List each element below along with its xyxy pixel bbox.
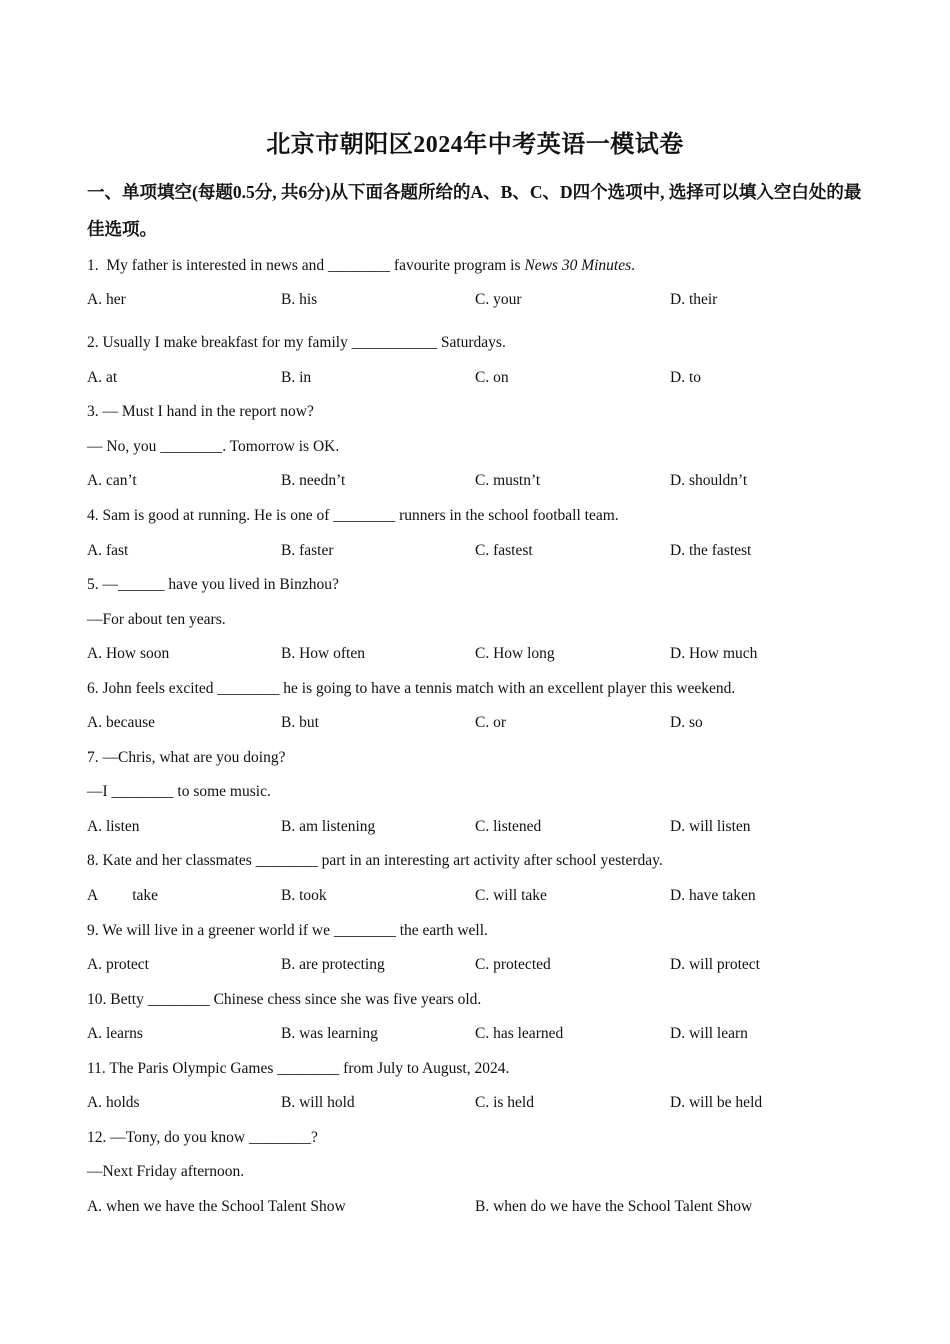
option-b[interactable]: B. his bbox=[281, 291, 318, 308]
option-c[interactable]: C. listened bbox=[475, 818, 542, 835]
option-d[interactable]: D. will protect bbox=[670, 956, 760, 973]
question-3-options bbox=[87, 472, 867, 492]
option-b[interactable]: B. am listening bbox=[281, 818, 376, 835]
option-b[interactable]: B. when do we have the School Talent Show bbox=[475, 1198, 753, 1215]
option-b[interactable]: B. How often bbox=[281, 645, 365, 662]
option-d[interactable]: D. their bbox=[670, 291, 718, 308]
question-1-italic-title: News 30 Minutes bbox=[524, 257, 632, 274]
option-b[interactable]: B. in bbox=[281, 369, 312, 386]
option-a[interactable]: A. How soon bbox=[87, 645, 170, 662]
option-c[interactable]: C. How long bbox=[475, 645, 555, 662]
option-c[interactable]: C. fastest bbox=[475, 542, 533, 559]
option-a[interactable]: A. can’t bbox=[87, 472, 137, 489]
question-7-options bbox=[87, 818, 867, 838]
option-a[interactable]: A. holds bbox=[87, 1094, 140, 1111]
option-b[interactable]: B. faster bbox=[281, 542, 334, 559]
page-title: 北京市朝阳区2024年中考英语一模试卷 bbox=[266, 132, 684, 158]
option-c[interactable]: C. is held bbox=[475, 1094, 534, 1111]
question-1-end: . bbox=[631, 257, 636, 274]
option-a[interactable]: A. protect bbox=[87, 956, 149, 973]
question-12-stem: 12. —Tony, do you know ________? bbox=[87, 1129, 318, 1146]
question-2-options bbox=[87, 369, 867, 389]
option-a[interactable]: A. listen bbox=[87, 818, 140, 835]
option-a[interactable]: A. fast bbox=[87, 542, 129, 559]
option-a[interactable]: A. learns bbox=[87, 1025, 143, 1042]
question-6-stem: 6. John feels excited ________ he is going to have a tennis match with an excellent player this weekend. bbox=[87, 680, 736, 697]
question-11-stem: 11. The Paris Olympic Games ________ from July to August, 2024. bbox=[87, 1060, 510, 1077]
option-d[interactable]: D. so bbox=[670, 714, 703, 731]
question-4-stem: 4. Sam is good at running. He is one of ________ runners in the school football team. bbox=[87, 507, 619, 524]
question-2-stem: 2. Usually I make breakfast for my family ___________ Saturdays. bbox=[87, 334, 506, 351]
question-12-options bbox=[87, 1198, 867, 1218]
question-3-reply: — No, you ________. Tomorrow is OK. bbox=[87, 438, 340, 455]
question-10-options bbox=[87, 1025, 867, 1045]
option-c[interactable]: C. will take bbox=[475, 887, 547, 904]
question-10-stem: 10. Betty ________ Chinese chess since she was five years old. bbox=[87, 991, 482, 1008]
option-d[interactable]: D. the fastest bbox=[670, 542, 752, 559]
option-b[interactable]: B. will hold bbox=[281, 1094, 355, 1111]
option-b[interactable]: B. took bbox=[281, 887, 327, 904]
question-6-options bbox=[87, 714, 867, 734]
option-b[interactable]: B. was learning bbox=[281, 1025, 378, 1042]
option-a[interactable]: A take bbox=[87, 887, 159, 904]
option-b[interactable]: B. needn’t bbox=[281, 472, 346, 489]
question-5-options bbox=[87, 645, 867, 665]
question-12-reply: —Next Friday afternoon. bbox=[87, 1163, 245, 1180]
question-9-options bbox=[87, 956, 867, 976]
option-a[interactable]: A. at bbox=[87, 369, 118, 386]
option-d[interactable]: D. How much bbox=[670, 645, 758, 662]
option-b[interactable]: B. but bbox=[281, 714, 319, 731]
question-1-stem bbox=[87, 257, 635, 275]
option-d[interactable]: D. have taken bbox=[670, 887, 756, 904]
option-a[interactable]: A. because bbox=[87, 714, 155, 731]
question-7-reply: —I ________ to some music. bbox=[87, 783, 271, 800]
question-4-options bbox=[87, 542, 867, 562]
question-7-stem: 7. —Chris, what are you doing? bbox=[87, 749, 286, 766]
section-heading: 一、单项填空(每题0.5分, 共6分)从下面各题所给的A、B、C、D四个选项中, 选择可以填入空白处的最佳选项。 bbox=[87, 182, 862, 239]
option-a[interactable]: A. her bbox=[87, 291, 126, 308]
question-8-stem: 8. Kate and her classmates ________ part in an interesting art activity after school yesterday. bbox=[87, 852, 663, 869]
option-d[interactable]: D. will learn bbox=[670, 1025, 748, 1042]
option-b[interactable]: B. are protecting bbox=[281, 956, 385, 973]
option-c[interactable]: C. has learned bbox=[475, 1025, 564, 1042]
question-8-options bbox=[87, 887, 867, 907]
option-c[interactable]: C. your bbox=[475, 291, 522, 308]
option-c[interactable]: C. on bbox=[475, 369, 509, 386]
option-d[interactable]: D. shouldn’t bbox=[670, 472, 748, 489]
option-a[interactable]: A. when we have the School Talent Show bbox=[87, 1198, 346, 1215]
option-c[interactable]: C. protected bbox=[475, 956, 551, 973]
option-c[interactable]: C. mustn’t bbox=[475, 472, 541, 489]
question-9-stem: 9. We will live in a greener world if we ________ the earth well. bbox=[87, 922, 488, 939]
question-11-options bbox=[87, 1094, 867, 1114]
question-1-text: 1. My father is interested in news and ________ favourite program is bbox=[87, 257, 525, 274]
question-5-stem: 5. —______ have you lived in Binzhou? bbox=[87, 576, 339, 593]
question-1-options bbox=[87, 291, 867, 311]
question-5-reply: —For about ten years. bbox=[87, 611, 226, 628]
question-3-stem: 3. — Must I hand in the report now? bbox=[87, 403, 314, 420]
option-d[interactable]: D. to bbox=[670, 369, 701, 386]
option-c[interactable]: C. or bbox=[475, 714, 506, 731]
option-d[interactable]: D. will listen bbox=[670, 818, 751, 835]
option-d[interactable]: D. will be held bbox=[670, 1094, 763, 1111]
